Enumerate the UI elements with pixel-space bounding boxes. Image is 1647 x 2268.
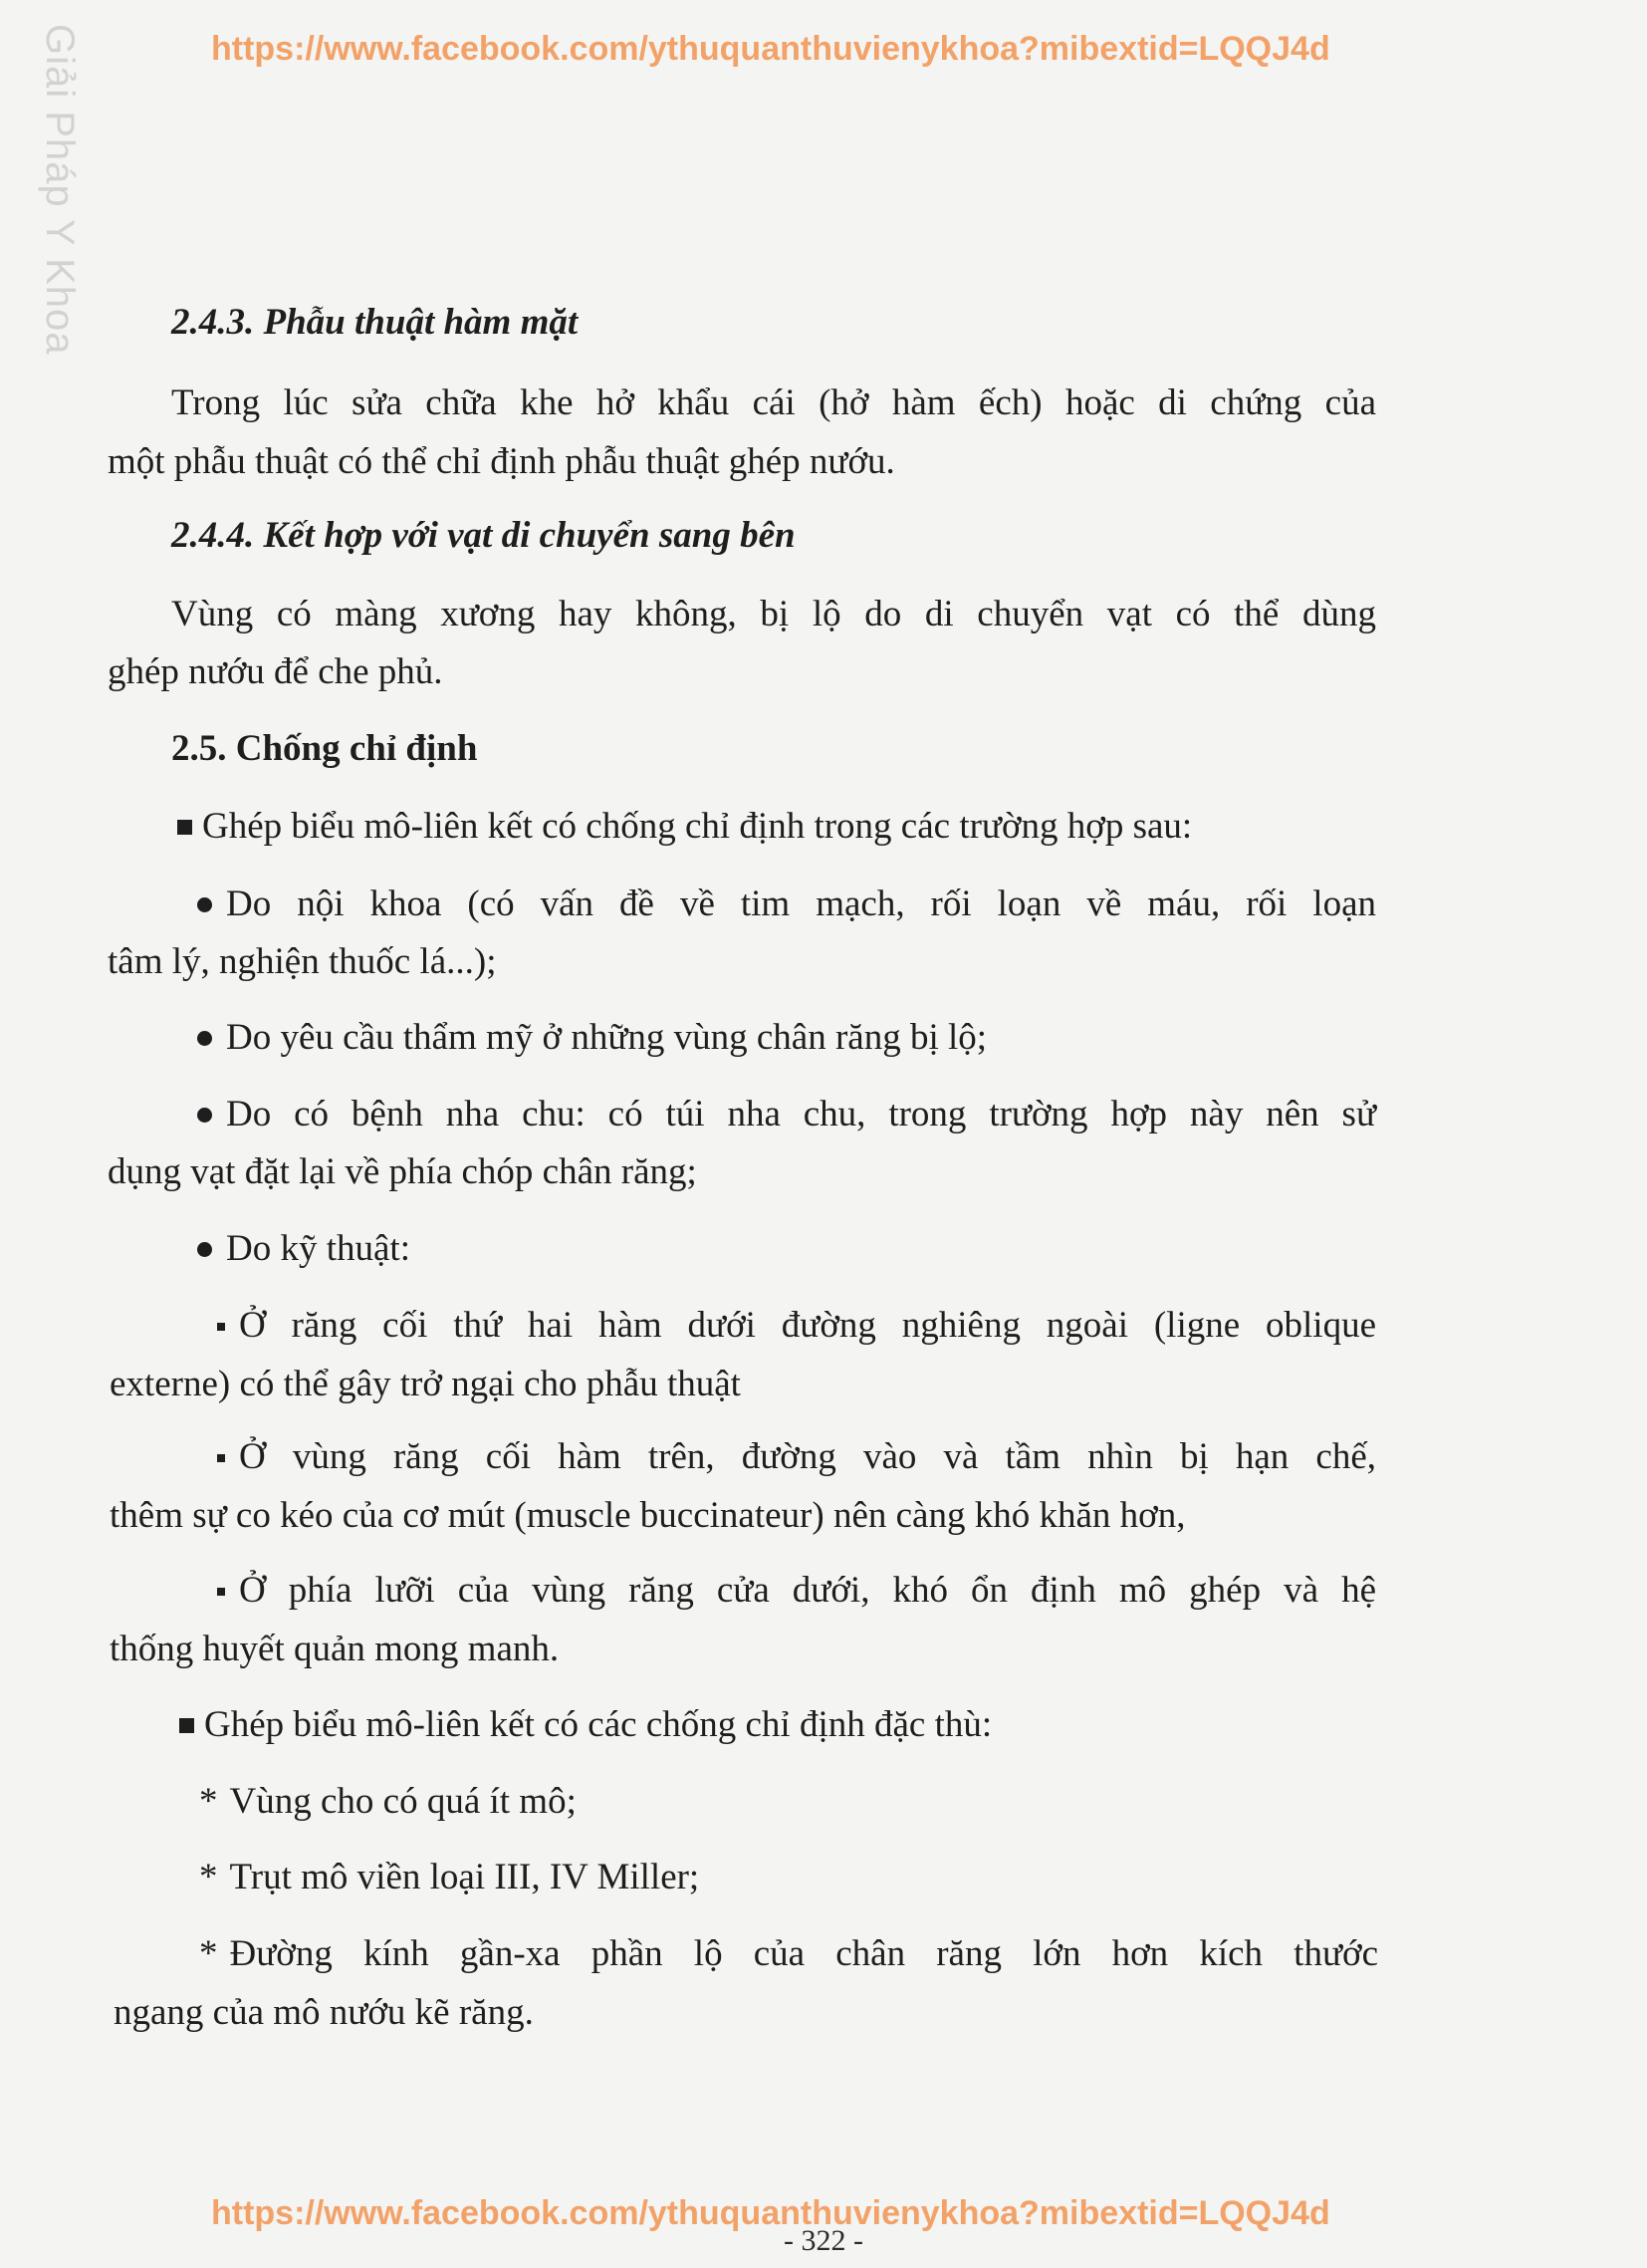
list-item-sub-2-line-2: thêm sự co kéo của cơ mút (muscle buccinateur) nên càng khó khăn hơn, (110, 1495, 1186, 1536)
asterisk-bullet-icon: * (199, 1933, 218, 1974)
heading-2-5: 2.5. Chống chỉ định (171, 728, 478, 769)
list-item-dot-3-line-1 (197, 1093, 1376, 1136)
list-item-square-2 (179, 1703, 992, 1747)
round-bullet-icon (197, 1108, 212, 1123)
round-bullet-icon (197, 897, 212, 912)
small-square-bullet-icon (217, 1323, 225, 1331)
side-watermark: Giải Pháp Y Khoa (38, 24, 82, 356)
list-item-text: Ở phía lưỡi của vùng răng cửa dưới, khó ổn định mô ghép và hệ (239, 1570, 1376, 1611)
list-item-square-1 (177, 805, 1192, 849)
list-item-text: Vùng cho có quá ít mô; (229, 1781, 577, 1822)
list-item-text: Do kỹ thuật: (226, 1228, 410, 1269)
list-item-star-1 (199, 1780, 577, 1824)
list-item-text: Do yêu cầu thẩm mỹ ở những vùng chân răng bị lộ; (226, 1017, 988, 1058)
list-item-star-3-line-1 (199, 1932, 1378, 1976)
list-item-star-2 (199, 1856, 699, 1899)
list-item-text: Ghép biểu mô-liên kết có chống chỉ định trong các trường hợp sau: (202, 806, 1193, 847)
list-item-sub-3-line-2: thống huyết quản mong manh. (110, 1629, 560, 1669)
list-item-sub-1-line-2: externe) có thể gây trở ngại cho phẫu thuật (110, 1364, 741, 1404)
square-bullet-icon (177, 820, 192, 835)
watermark-url-bottom: https://www.facebook.com/ythuquanthuvienykhoa?mibextid=LQQJ4d (211, 2194, 1330, 2232)
paragraph-2-4-3-line-2: một phẫu thuật có thể chỉ định phẫu thuật ghép nướu. (108, 441, 895, 482)
list-item-sub-3-line-1 (217, 1569, 1376, 1613)
paragraph-2-4-4-line-1: Vùng có màng xương hay không, bị lộ do di chuyển vạt có thể dùng (171, 594, 1376, 634)
list-item-text: Trụt mô viền loại III, IV Miller; (229, 1857, 700, 1897)
square-bullet-icon (179, 1718, 194, 1733)
heading-2-4-3: 2.4.3. Phẫu thuật hàm mặt (171, 302, 579, 343)
list-item-dot-1-line-1 (197, 882, 1376, 926)
heading-2-4-4: 2.4.4. Kết hợp với vạt di chuyển sang bên (171, 515, 796, 556)
watermark-url-top: https://www.facebook.com/ythuquanthuvienykhoa?mibextid=LQQJ4d (211, 30, 1330, 68)
list-item-text: Ở vùng răng cối hàm trên, đường vào và tầm nhìn bị hạn chế, (239, 1436, 1376, 1477)
list-item-dot-1-line-2: tâm lý, nghiện thuốc lá...); (108, 941, 497, 982)
list-item-star-3-line-2: ngang của mô nướu kẽ răng. (114, 1992, 534, 2033)
small-square-bullet-icon (217, 1588, 225, 1596)
list-item-text: Ở răng cối thứ hai hàm dưới đường nghiêng ngoài (ligne oblique (239, 1305, 1376, 1346)
list-item-dot-2 (197, 1016, 987, 1060)
paragraph-2-4-4-line-2: ghép nướu để che phủ. (108, 651, 443, 692)
list-item-text: Do nội khoa (có vấn đề về tim mạch, rối loạn về máu, rối loạn (226, 883, 1376, 924)
list-item-sub-2-line-1 (217, 1435, 1376, 1479)
paragraph-2-4-3-line-1: Trong lúc sửa chữa khe hở khẩu cái (hở hàm ếch) hoặc di chứng của (171, 382, 1376, 423)
list-item-text: Do có bệnh nha chu: có túi nha chu, trong trường hợp này nên sử (226, 1094, 1376, 1134)
small-square-bullet-icon (217, 1454, 225, 1462)
list-item-sub-1-line-1 (217, 1304, 1376, 1348)
asterisk-bullet-icon: * (199, 1857, 218, 1897)
list-item-dot-4 (197, 1227, 410, 1271)
page-number: - 322 - (784, 2224, 863, 2257)
list-item-text: Ghép biểu mô-liên kết có các chống chỉ định đặc thù: (204, 1704, 993, 1745)
round-bullet-icon (197, 1242, 212, 1257)
list-item-dot-3-line-2: dụng vạt đặt lại về phía chóp chân răng; (108, 1151, 697, 1192)
round-bullet-icon (197, 1031, 212, 1046)
list-item-text: Đường kính gần-xa phần lộ của chân răng lớn hơn kích thước (229, 1933, 1378, 1974)
asterisk-bullet-icon: * (199, 1781, 218, 1822)
